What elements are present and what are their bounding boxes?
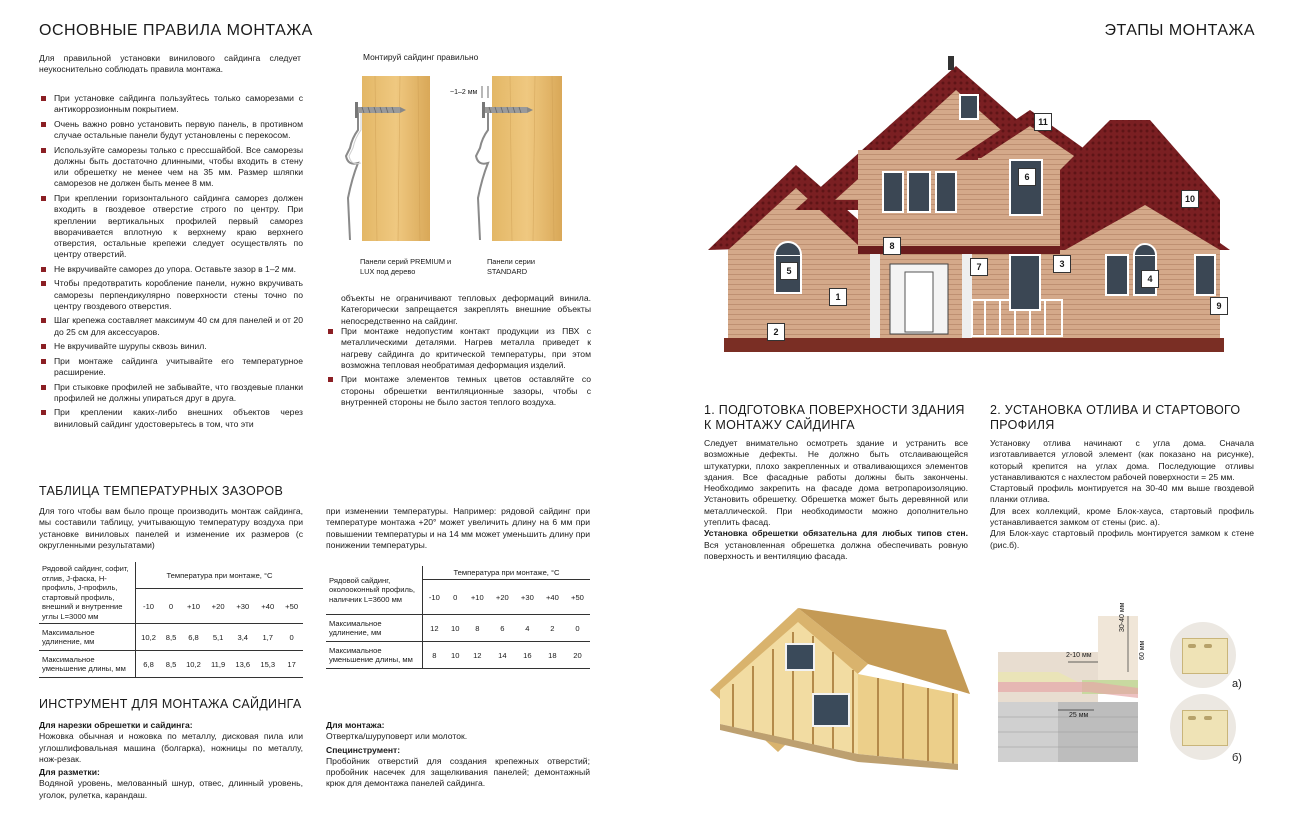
table-value-cell: 13,6 (230, 651, 255, 678)
profile-figure-b (1170, 694, 1236, 760)
rule-item: Используйте саморезы только с прессшайбой. Все саморезы должны быть достаточно длинными, чтобы входить в стену или обрешетку не менее чем на 35 мм. Размер шляпки саморезов не должен быть менее 8 мм. (39, 145, 303, 190)
temp-intro: Для того чтобы вам было проще производить монтаж сайдинга, мы составили таблицу, учитывающую температуру воздуха при установке виниловых панелей и изменение их размеров (с округленными результатами) (39, 506, 303, 550)
table-temp-label: Температура при монтаже, °С (136, 562, 304, 589)
house-label-8: 8 (883, 237, 901, 255)
table-value-cell: 8 (423, 642, 446, 669)
table-value-cell: 2 (540, 615, 565, 642)
table-temp-cell: +50 (280, 589, 303, 624)
tools-spec-heading: Специнструмент: (326, 744, 401, 755)
house-label-9: 9 (1210, 297, 1228, 315)
rule-item: При креплении каких-либо внешних объектов через виниловый сайдинг удостоверьтесь в том, что эти (39, 407, 303, 430)
page-title-right: ЭТАПЫ МОНТАЖА (1104, 22, 1255, 39)
table-row (39, 651, 303, 678)
rule-item: Не вкручивайте саморез до упора. Оставьте зазор в 1–2 мм. (39, 264, 303, 275)
table-temp-cell: +10 (181, 589, 206, 624)
tools-left (39, 720, 303, 801)
table-temp-cell: +10 (465, 580, 490, 615)
table-value-cell: 8 (465, 615, 490, 642)
table-temp-label: Температура при монтаже, °С (423, 566, 591, 580)
house-label-3: 3 (1053, 255, 1071, 273)
dim-30-40: 30-40 мм (1119, 602, 1126, 632)
section-1-body (704, 438, 968, 562)
table-value-cell: 6 (490, 615, 515, 642)
rules-list-2 (326, 326, 591, 411)
intro-text: Для правильной установки винилового сайдинга следует неукоснительно соблюдать правила монтажа. (39, 53, 301, 75)
rule-item: При монтаже сайдинга учитывайте его температурное расширение. (39, 356, 303, 379)
rule-item: При монтаже элементов темных цветов оставляйте со стороны обрешетки вентиляционные зазоры, чтобы с внутренней стороны не было застоя теплого воздуха. (326, 374, 591, 408)
starter-profile-illustration (998, 612, 1158, 772)
house-label-6: 6 (1018, 168, 1036, 186)
rules-list (39, 93, 303, 433)
table-row-label: Максимальное уменьшение длины, мм (326, 642, 423, 669)
caption-premium: Панели серий PREMIUM и LUX под дерево (360, 257, 452, 276)
temperature-table-1 (39, 562, 303, 678)
section-1-tail: Вся установленная обрешетка должна обеспечивать ровную поверхность и вентиляцию фасада. (704, 539, 968, 561)
table-value-cell: 10 (446, 642, 465, 669)
temperature-table-2 (326, 566, 590, 669)
table-value-cell: 15,3 (255, 651, 280, 678)
dim-2-10: 2-10 мм (1066, 652, 1092, 659)
profile-figure-a (1170, 622, 1236, 688)
tools-mark-heading: Для разметки: (39, 767, 100, 778)
table-row-heading: Рядовой сайдинг, околооконный профиль, наличник L=3600 мм (326, 566, 423, 615)
table-row (326, 642, 590, 669)
caption-standard: Панели серии STANDARD (487, 257, 536, 276)
table-value-cell: 10 (446, 615, 465, 642)
tools-cut-text: Ножовка обычная и ножовка по металлу, дисковая пила или углошлифовальная машина (болгарка), ножницы по металлу, нож-резак. (39, 731, 303, 764)
rule-item: Не вкручивайте шурупы сквозь винил. (39, 341, 303, 352)
figure-a-label: а) (1232, 678, 1242, 690)
diagram-title: Монтируй сайдинг правильно (363, 52, 479, 62)
table-value-cell: 1,7 (255, 624, 280, 651)
tools-right (326, 720, 590, 790)
dim-60: 60 мм (1139, 640, 1146, 660)
house-illustration (700, 50, 1240, 360)
table-value-cell: 0 (280, 624, 303, 651)
section-1-title: 1. ПОДГОТОВКА ПОВЕРХНОСТИ ЗДАНИЯ К МОНТАЖУ САЙДИНГА (704, 403, 965, 432)
house-label-1: 1 (829, 288, 847, 306)
table-temp-cell: -10 (136, 589, 162, 624)
table-value-cell: 5,1 (206, 624, 230, 651)
screw-diagram (330, 50, 580, 280)
table-value-cell: 20 (565, 642, 590, 669)
table-value-cell: 16 (515, 642, 540, 669)
table-temp-cell: +50 (565, 580, 590, 615)
tools-mount-text: Отвертка/шуруповерт или молоток. (326, 731, 468, 742)
figure-b-label: б) (1232, 752, 1242, 764)
rule-item: Чтобы предотвратить коробление панели, нужно вкручивать саморезы перпендикулярно поверхности стены точно по центру гвоздевого отверстия. (39, 278, 303, 312)
section-1-text: Следует внимательно осмотреть здание и устранить все возможные дефекты. Не должно быть отслаивающейся штукатурки, плохо закрепленных и отваливающихся элементов здания. Все фасадные работы должны быть закончены. Необходимо закрепить на фасаде дома ветропароизоляцию. Установить обрешетку. Обрешетка может быть деревянной или металлической. При необходимости можно дополнительно утеплить фасад. (704, 438, 968, 528)
table-value-cell: 11,9 (206, 651, 230, 678)
table-value-cell: 8,5 (161, 651, 181, 678)
rule-item: При установке сайдинга пользуйтесь только саморезами с антикоррозионным покрытием. (39, 93, 303, 116)
rule-item: При креплении горизонтального сайдинга саморез должен входить в гвоздевое отверстие строго по центру. При креплении вертикальных профилей первый саморез вворачивается вплотную к верхнему краю верхнего отверстия, остальные крепежи следует осуществлять по центру отверстий. (39, 193, 303, 261)
table-value-cell: 6,8 (181, 624, 206, 651)
table-value-cell: 14 (490, 642, 515, 669)
table-row-label: Максимальное удлинение, мм (326, 615, 423, 642)
table-temp-cell: +30 (230, 589, 255, 624)
tools-cut-heading: Для нарезки обрешетки и сайдинга: (39, 720, 193, 730)
table-value-cell: 4 (515, 615, 540, 642)
gap-label: ~1–2 мм (450, 89, 478, 96)
house-label-2: 2 (767, 323, 785, 341)
table-temp-cell: +30 (515, 580, 540, 615)
table-temp-cell: -10 (423, 580, 446, 615)
dim-25: 25 мм (1069, 712, 1089, 719)
table-value-cell: 18 (540, 642, 565, 669)
table-value-cell: 12 (423, 615, 446, 642)
house-label-5: 5 (780, 262, 798, 280)
rule-item: Шаг крепежа составляет максимум 40 см для панелей и от 20 до 25 см для аксессуаров. (39, 315, 303, 338)
table-row-label: Максимальное уменьшение длины, мм (39, 651, 136, 678)
temp-intro-2: при изменении температуры. Например: рядовой сайдинг при температуре монтажа +20° может увеличить длину на 6 мм при повышении температуры и на 14 мм может уменьшить длину при понижении температуры. (326, 506, 590, 550)
rules-continued: объекты не ограничивают тепловых деформаций винила. Категорически запрещается закреплять внешние объекты непосредственно на сайдинг. (341, 293, 591, 326)
table-temp-cell: 0 (161, 589, 181, 624)
tools-title: ИНСТРУМЕНТ ДЛЯ МОНТАЖА САЙДИНГА (39, 697, 302, 711)
house-label-10: 10 (1181, 190, 1199, 208)
page-title-left: ОСНОВНЫЕ ПРАВИЛА МОНТАЖА (39, 22, 313, 39)
table-value-cell: 12 (465, 642, 490, 669)
tools-spec-text: Пробойник отверстий для создания крепежных отверстий; пробойник насечек для защелкивания панелей; демонтажный крюк для демонтажа панелей сайдинга. (326, 755, 590, 789)
house-label-11: 11 (1034, 113, 1052, 131)
section-2-text: Установку отлива начинают с угла дома. Сначала изготавливается угловой элемент (как показано на рисунке), который крепится на углах дома. Последующие отливы устанавливаются с нахлестом рабочей поверхности = 25 мм. Стартовый профиль монтируется на 30-40 мм выше гвоздевой планки отлива. Для всех коллекций, кроме Блок-хауса, стартовый профиль устанавливается замком от стены (рис. а). Для Блок-хаус стартовый профиль монтируется замком к стене (рис.б). (990, 438, 1254, 550)
table-temp-cell: +20 (490, 580, 515, 615)
table-value-cell: 17 (280, 651, 303, 678)
table-value-cell: 6,8 (136, 651, 162, 678)
house-label-4: 4 (1141, 270, 1159, 288)
house-label-7: 7 (970, 258, 988, 276)
tools-mark-text: Водяной уровень, мелованный шнур, отвес, длинный уровень, уголок, рулетка, карандаш. (39, 778, 303, 800)
table-value-cell: 10,2 (181, 651, 206, 678)
table-value-cell: 8,5 (161, 624, 181, 651)
tools-mount-heading: Для монтажа: (326, 720, 385, 730)
frame-house-illustration (708, 604, 978, 774)
section-1-bold: Установка обрешетки обязательна для любых типов стен. (704, 528, 968, 539)
temp-table-title: ТАБЛИЦА ТЕМПЕРАТУРНЫХ ЗАЗОРОВ (39, 484, 284, 498)
table-row (326, 615, 590, 642)
table-row-label: Максимальное удлинение, мм (39, 624, 136, 651)
table-value-cell: 3,4 (230, 624, 255, 651)
table-temp-cell: +40 (255, 589, 280, 624)
rule-item: При стыковке профилей не забывайте, что гвоздевые планки профилей не должны упираться друг в друга. (39, 382, 303, 405)
table-temp-cell: +20 (206, 589, 230, 624)
rule-item: Очень важно ровно установить первую панель, в противном случае остальные панели будут установлены с перекосом. (39, 119, 303, 142)
table-row (39, 624, 303, 651)
table-value-cell: 10,2 (136, 624, 162, 651)
table-temp-cell: +40 (540, 580, 565, 615)
table-temp-cell: 0 (446, 580, 465, 615)
table-value-cell: 0 (565, 615, 590, 642)
table-row-heading: Рядовой сайдинг, софит, отлив, J-фаска, Н-профиль, J-профиль, стартовый профиль, внешний и внутренние углы L=3000 мм (39, 562, 136, 624)
section-2-title: 2. УСТАНОВКА ОТЛИВА И СТАРТОВОГО ПРОФИЛЯ (990, 403, 1241, 432)
rule-item: При монтаже недопустим контакт продукции из ПВХ с металлическими деталями. Нагрев металла приведет к нагреву сайдинга до критической температуры, при этом возможна тепловая необратимая деформация изделий. (326, 326, 591, 371)
